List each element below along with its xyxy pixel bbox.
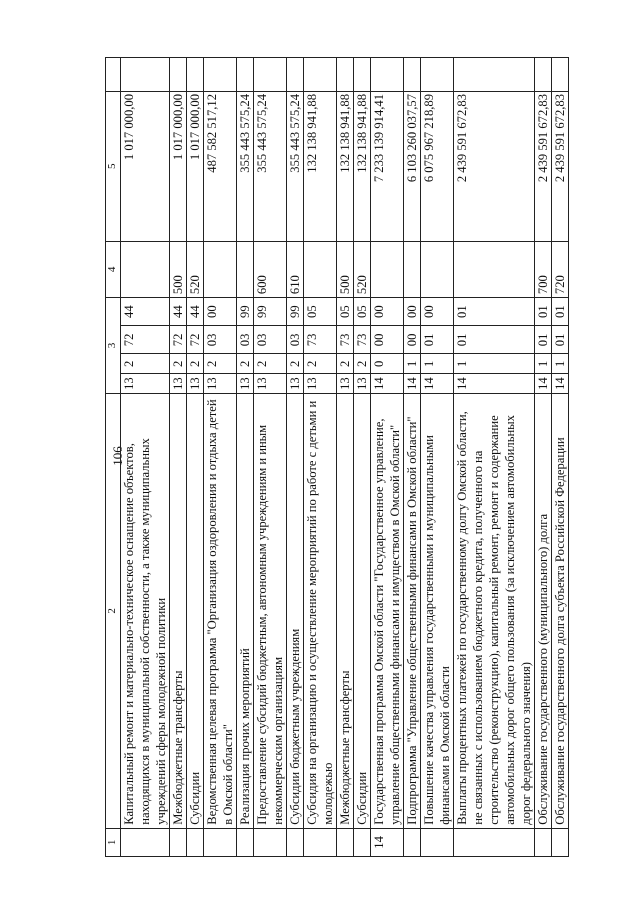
code-part-1: 13 bbox=[337, 374, 354, 394]
table-row bbox=[552, 58, 569, 857]
code-part-2: 2 bbox=[354, 354, 371, 374]
row-number-cell bbox=[237, 828, 254, 856]
amount-cell: 2 439 591 672,83 bbox=[535, 91, 552, 241]
code-part-2: 1 bbox=[404, 354, 421, 374]
code-part-4: 01 bbox=[535, 298, 552, 326]
amount-cell: 2 439 591 672,83 bbox=[454, 91, 535, 241]
code-part-3: 01 bbox=[552, 326, 569, 354]
blank-cell bbox=[404, 58, 421, 92]
blank-cell bbox=[337, 58, 354, 92]
blank-cell bbox=[454, 58, 535, 92]
expense-kind-cell: 520 bbox=[354, 241, 371, 297]
code-part-3: 01 bbox=[454, 326, 535, 354]
table-row bbox=[187, 58, 204, 857]
table-row bbox=[454, 58, 535, 857]
table-row bbox=[237, 58, 254, 857]
code-part-2: 2 bbox=[187, 354, 204, 374]
row-name-cell: Субсидия на организацию и осуществление мероприятий по работе с детьми и молодежью bbox=[304, 394, 337, 829]
row-name-cell: Субсидии бюджетным учреждениям bbox=[287, 394, 304, 829]
row-number-cell bbox=[337, 828, 354, 856]
amount-cell: 1 017 000,00 bbox=[170, 91, 187, 241]
amount-cell: 1 017 000,00 bbox=[187, 91, 204, 241]
code-part-1: 13 bbox=[287, 374, 304, 394]
expense-kind-cell bbox=[404, 241, 421, 297]
row-name-cell: Государственная программа Омской области "Государственное управление, управление общественными финансами и имуществом в Омской области" bbox=[371, 394, 404, 829]
code-part-1: 13 bbox=[254, 374, 287, 394]
table-row bbox=[404, 58, 421, 857]
code-part-2: 1 bbox=[454, 354, 535, 374]
code-part-3: 72 bbox=[187, 326, 204, 354]
amount-cell: 132 138 941,88 bbox=[354, 91, 371, 241]
row-name-cell: Обслуживание государственного долга субъекта Российской Федерации bbox=[552, 394, 569, 829]
code-part-2: 0 bbox=[371, 354, 404, 374]
row-number-cell bbox=[454, 828, 535, 856]
row-number-cell bbox=[354, 828, 371, 856]
blank-cell bbox=[304, 58, 337, 92]
row-number-cell bbox=[552, 828, 569, 856]
row-name-cell: Субсидии bbox=[354, 394, 371, 829]
table-row bbox=[354, 58, 371, 857]
row-name-cell: Обслуживание государственного (муниципального) долга bbox=[535, 394, 552, 829]
amount-cell: 132 138 941,88 bbox=[337, 91, 354, 241]
row-name-cell: Субсидии bbox=[187, 394, 204, 829]
code-part-2: 2 bbox=[254, 354, 287, 374]
code-part-3: 03 bbox=[237, 326, 254, 354]
code-part-4: 44 bbox=[170, 298, 187, 326]
rotated-page bbox=[105, 57, 567, 857]
expense-kind-cell bbox=[371, 241, 404, 297]
amount-cell: 6 075 967 218,89 bbox=[421, 91, 454, 241]
blank-cell bbox=[204, 58, 237, 92]
code-part-1: 14 bbox=[404, 374, 421, 394]
table-row bbox=[170, 58, 187, 857]
expense-kind-cell: 610 bbox=[287, 241, 304, 297]
code-part-1: 13 bbox=[237, 374, 254, 394]
row-number-cell bbox=[254, 828, 287, 856]
header-col-1: 1 bbox=[106, 828, 121, 856]
blank-cell bbox=[187, 58, 204, 92]
table-row bbox=[304, 58, 337, 857]
code-part-1: 13 bbox=[170, 374, 187, 394]
code-part-3: 72 bbox=[170, 326, 187, 354]
expense-kind-cell: 520 bbox=[187, 241, 204, 297]
table-row bbox=[371, 58, 404, 857]
row-name-cell: Предоставление субсидий бюджетным, автономным учреждениям и иным некоммерческим организациям bbox=[254, 394, 287, 829]
code-part-4: 05 bbox=[354, 298, 371, 326]
amount-cell: 355 443 575,24 bbox=[287, 91, 304, 241]
code-part-1: 13 bbox=[354, 374, 371, 394]
code-part-3: 00 bbox=[404, 326, 421, 354]
blank-cell bbox=[170, 58, 187, 92]
header-col-blank bbox=[106, 58, 121, 92]
code-part-3: 03 bbox=[287, 326, 304, 354]
row-number-cell bbox=[421, 828, 454, 856]
code-part-4: 00 bbox=[204, 298, 237, 326]
blank-cell bbox=[237, 58, 254, 92]
amount-cell: 132 138 941,88 bbox=[304, 91, 337, 241]
table-row bbox=[254, 58, 287, 857]
code-part-3: 03 bbox=[204, 326, 237, 354]
code-part-1: 13 bbox=[304, 374, 337, 394]
code-part-2: 2 bbox=[237, 354, 254, 374]
expense-kind-cell: 500 bbox=[337, 241, 354, 297]
code-part-4: 99 bbox=[237, 298, 254, 326]
row-name-cell: Капитальный ремонт и материально-техническое оснащение объектов, находящихся в муниципальной собственности, а также муниципальных учреждений сферы молодежной политики bbox=[121, 394, 170, 829]
blank-cell bbox=[552, 58, 569, 92]
code-part-4: 00 bbox=[421, 298, 454, 326]
row-number-cell bbox=[404, 828, 421, 856]
row-number-cell bbox=[535, 828, 552, 856]
code-part-4: 01 bbox=[552, 298, 569, 326]
amount-cell: 487 582 517,12 bbox=[204, 91, 237, 241]
amount-cell: 355 443 575,24 bbox=[237, 91, 254, 241]
table-row bbox=[204, 58, 237, 857]
row-number-cell: 14 bbox=[371, 828, 404, 856]
blank-cell bbox=[535, 58, 552, 92]
expense-kind-cell: 700 bbox=[535, 241, 552, 297]
expense-kind-cell bbox=[454, 241, 535, 297]
code-part-1: 13 bbox=[204, 374, 237, 394]
code-part-4: 00 bbox=[404, 298, 421, 326]
code-part-1: 13 bbox=[121, 374, 170, 394]
table-row bbox=[421, 58, 454, 857]
code-part-4: 99 bbox=[254, 298, 287, 326]
table-row bbox=[121, 58, 170, 857]
expense-kind-cell: 720 bbox=[552, 241, 569, 297]
code-part-2: 1 bbox=[535, 354, 552, 374]
blank-cell bbox=[287, 58, 304, 92]
row-number-cell bbox=[121, 828, 170, 856]
blank-cell bbox=[421, 58, 454, 92]
code-part-2: 1 bbox=[421, 354, 454, 374]
header-col-3: 3 bbox=[106, 298, 121, 394]
amount-cell: 355 443 575,24 bbox=[254, 91, 287, 241]
expense-kind-cell bbox=[204, 241, 237, 297]
code-part-1: 14 bbox=[454, 374, 535, 394]
row-number-cell bbox=[170, 828, 187, 856]
blank-cell bbox=[254, 58, 287, 92]
code-part-1: 14 bbox=[421, 374, 454, 394]
code-part-2: 2 bbox=[304, 354, 337, 374]
row-name-cell: Выплаты процентных платежей по государственному долгу Омской области, не связанных с использованием бюджетного кредита, полученного на строительство (реконструкцию), капитальный ремонт, ремонт и содержание автомобильных дорог общего пользования (за исключением автомобильных дорог федерального значения) bbox=[454, 394, 535, 829]
row-number-cell bbox=[204, 828, 237, 856]
table-row bbox=[287, 58, 304, 857]
code-part-2: 2 bbox=[204, 354, 237, 374]
page-number: 106 bbox=[110, 446, 125, 466]
row-name-cell: Ведомственная целевая программа "Организация оздоровления и отдыха детей в Омской области" bbox=[204, 394, 237, 829]
expense-kind-cell bbox=[237, 241, 254, 297]
code-part-3: 01 bbox=[535, 326, 552, 354]
code-part-4: 01 bbox=[454, 298, 535, 326]
code-part-4: 44 bbox=[187, 298, 204, 326]
header-row bbox=[106, 58, 121, 857]
table-row bbox=[535, 58, 552, 857]
header-col-4: 4 bbox=[106, 241, 121, 297]
code-part-2: 2 bbox=[170, 354, 187, 374]
code-part-3: 73 bbox=[354, 326, 371, 354]
budget-table bbox=[105, 57, 569, 857]
expense-kind-cell: 500 bbox=[170, 241, 187, 297]
blank-cell bbox=[121, 58, 170, 92]
row-name-cell: Межбюджетные трансферты bbox=[337, 394, 354, 829]
amount-cell: 6 103 260 037,57 bbox=[404, 91, 421, 241]
amount-cell: 1 017 000,00 bbox=[121, 91, 170, 241]
code-part-2: 2 bbox=[121, 354, 170, 374]
expense-kind-cell bbox=[421, 241, 454, 297]
code-part-3: 01 bbox=[421, 326, 454, 354]
expense-kind-cell: 600 bbox=[254, 241, 287, 297]
code-part-3: 00 bbox=[371, 326, 404, 354]
code-part-2: 2 bbox=[337, 354, 354, 374]
amount-cell: 7 233 139 914,41 bbox=[371, 91, 404, 241]
expense-kind-cell bbox=[304, 241, 337, 297]
code-part-4: 05 bbox=[304, 298, 337, 326]
row-name-cell: Повышение качества управления государственными и муниципальными финансами в Омской области bbox=[421, 394, 454, 829]
code-part-3: 03 bbox=[254, 326, 287, 354]
blank-cell bbox=[354, 58, 371, 92]
code-part-4: 99 bbox=[287, 298, 304, 326]
row-name-cell: Реализация прочих мероприятий bbox=[237, 394, 254, 829]
code-part-4: 44 bbox=[121, 298, 170, 326]
header-col-2: 2 bbox=[106, 394, 121, 829]
amount-cell: 2 439 591 672,83 bbox=[552, 91, 569, 241]
row-number-cell bbox=[304, 828, 337, 856]
code-part-1: 14 bbox=[371, 374, 404, 394]
row-name-cell: Подпрограмма "Управление общественными финансами в Омской области" bbox=[404, 394, 421, 829]
row-number-cell bbox=[187, 828, 204, 856]
code-part-3: 73 bbox=[304, 326, 337, 354]
table-row bbox=[337, 58, 354, 857]
code-part-1: 14 bbox=[535, 374, 552, 394]
code-part-3: 73 bbox=[337, 326, 354, 354]
blank-cell bbox=[371, 58, 404, 92]
code-part-4: 05 bbox=[337, 298, 354, 326]
code-part-4: 00 bbox=[371, 298, 404, 326]
row-number-cell bbox=[287, 828, 304, 856]
code-part-2: 1 bbox=[552, 354, 569, 374]
code-part-1: 13 bbox=[187, 374, 204, 394]
header-col-5: 5 bbox=[106, 91, 121, 241]
code-part-1: 14 bbox=[552, 374, 569, 394]
row-name-cell: Межбюджетные трансферты bbox=[170, 394, 187, 829]
code-part-3: 72 bbox=[121, 326, 170, 354]
code-part-2: 2 bbox=[287, 354, 304, 374]
expense-kind-cell bbox=[121, 241, 170, 297]
